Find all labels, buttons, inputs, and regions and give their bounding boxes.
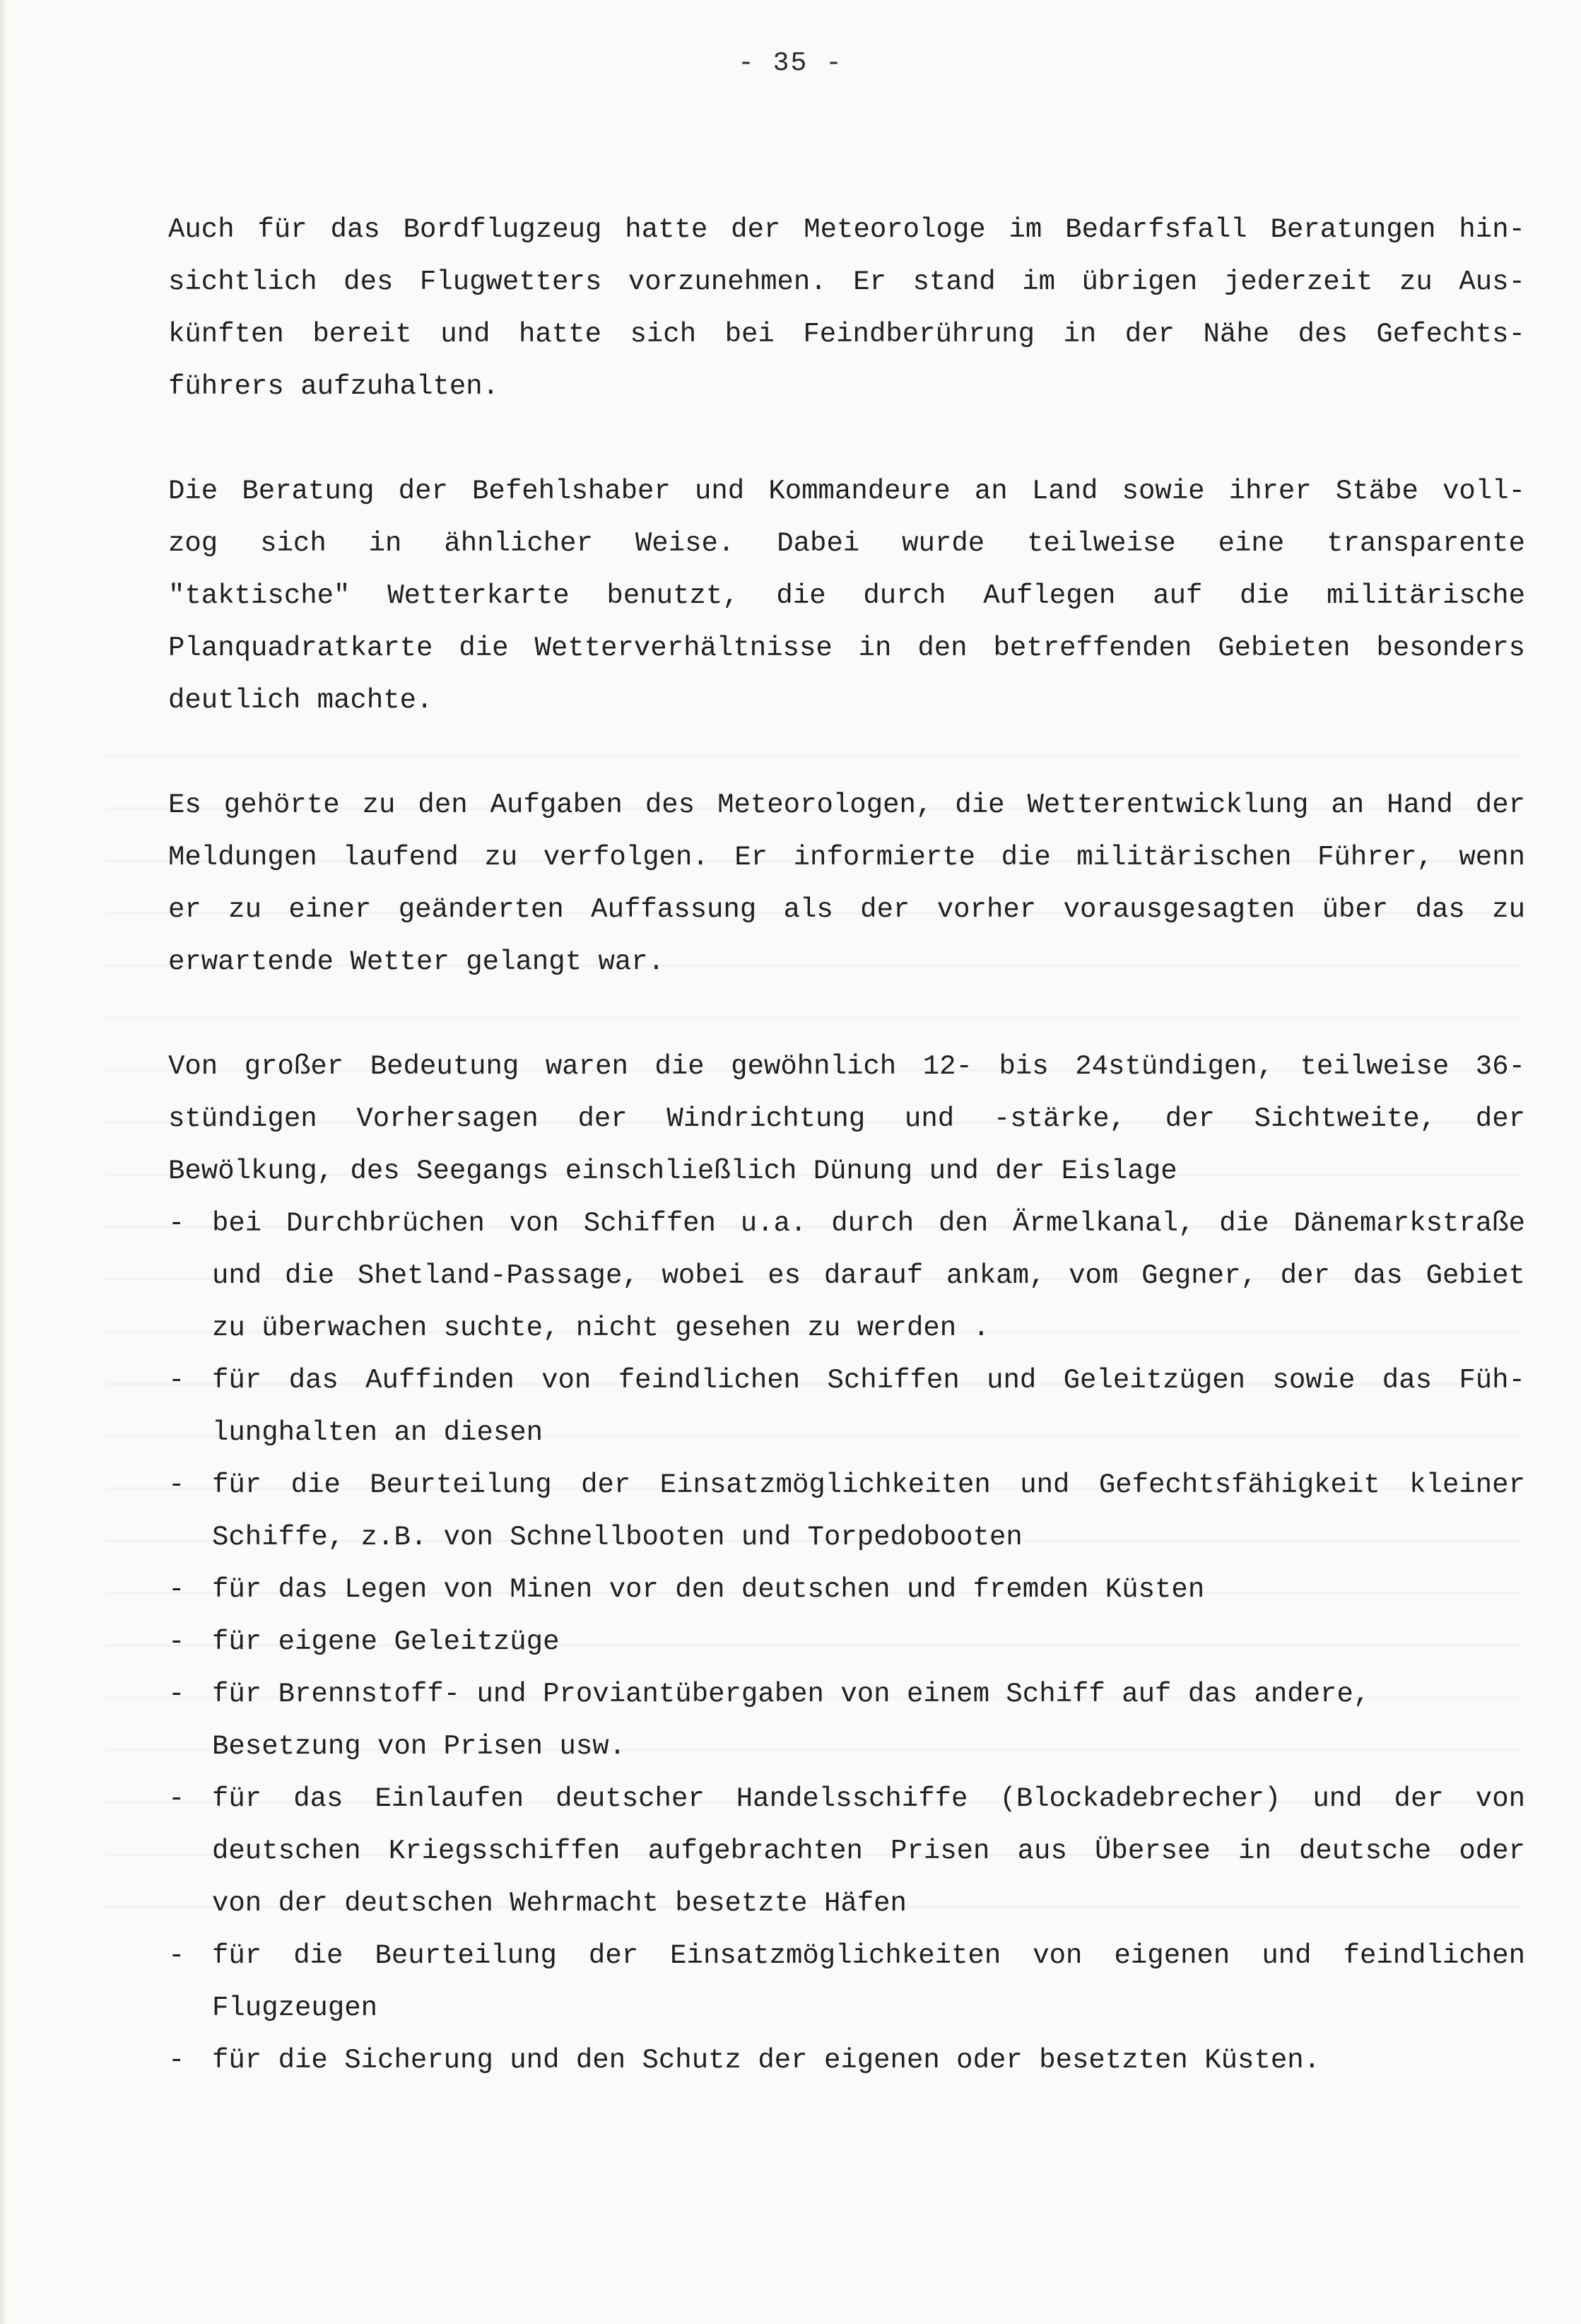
list-item	[168, 1773, 1525, 1930]
list-item-line: Schiffe, z.B. von Schnellbooten und Torpedobooten	[212, 1522, 1023, 1553]
list-item-text: für eigene Geleitzüge	[212, 1626, 560, 1657]
text-line: führers aufzuhalten.	[168, 371, 500, 402]
list-item	[168, 1459, 1525, 1563]
text-line: "taktische" Wetterkarte benutzt, die durch Auflegen auf die militärische	[168, 580, 1525, 611]
text-line: Meldungen laufend zu verfolgen. Er informierte die militärischen Führer, wenn	[168, 842, 1525, 873]
list-item-text: für das Einlaufen deutscher Handelsschiffe (Blockadebrecher) und der von	[212, 1783, 1525, 1814]
text-line: er zu einer geänderten Auffassung als der vorher vorausgesagten über das zu	[168, 894, 1525, 925]
list-item-line: lunghalten an diesen	[212, 1417, 543, 1448]
list-dash: -	[168, 1469, 185, 1501]
list-dash: -	[168, 1208, 185, 1239]
list-dash: -	[168, 1940, 185, 1971]
paragraph-gap	[168, 413, 1525, 465]
list-dash: -	[168, 1783, 185, 1814]
list-item-text: für Brennstoff- und Proviantübergaben von einem Schiff auf das andere,	[212, 1679, 1370, 1710]
page-number: - 35 -	[738, 48, 843, 78]
paragraph-4	[168, 1040, 1525, 1197]
list-item-text: für das Auffinden von feindlichen Schiffen und Geleitzügen sowie das Füh-	[212, 1365, 1525, 1396]
list-dash: -	[168, 1679, 185, 1710]
list-item-line	[168, 1563, 1525, 1616]
text-line: Die Beratung der Befehlshaber und Kommandeure an Land sowie ihrer Stäbe voll-	[168, 476, 1525, 507]
list-item	[168, 2034, 1525, 2087]
paragraph-3	[168, 779, 1525, 988]
list-item	[168, 1563, 1525, 1616]
list-item	[168, 1616, 1525, 1668]
list-item-line: Besetzung von Prisen usw.	[212, 1731, 626, 1762]
text-line: erwartende Wetter gelangt war.	[168, 946, 665, 978]
list-item-text: für die Beurteilung der Einsatzmöglichkeiten und Gefechtsfähigkeit kleiner	[212, 1469, 1525, 1501]
list-item-line	[168, 1668, 1525, 1720]
bullet-list	[168, 1197, 1525, 2087]
text-line: stündigen Vorhersagen der Windrichtung und -stärke, der Sichtweite, der	[168, 1103, 1525, 1134]
list-item	[168, 1354, 1525, 1459]
list-item-line: zu überwachen suchte, nicht gesehen zu werden .	[212, 1313, 989, 1344]
paragraph-gap	[168, 727, 1525, 779]
text-line: künften bereit und hatte sich bei Feindberührung in der Nähe des Gefechts-	[168, 319, 1525, 350]
list-item-text: für das Legen von Minen vor den deutschen und fremden Küsten	[212, 1574, 1205, 1605]
list-item-line: deutschen Kriegsschiffen aufgebrachten Prisen aus Übersee in deutsche oder	[212, 1836, 1525, 1867]
list-item-line	[168, 1197, 1525, 1250]
text-line: deutlich machte.	[168, 685, 433, 716]
list-item-line	[168, 1459, 1525, 1511]
list-item-line	[168, 1354, 1525, 1407]
body-text	[168, 204, 1525, 2087]
list-dash: -	[168, 1626, 185, 1657]
text-line: Bewölkung, des Seegangs einschließlich Dünung und der Eislage	[168, 1156, 1177, 1187]
list-dash: -	[168, 1365, 185, 1396]
list-item-line	[168, 1930, 1525, 1982]
list-item	[168, 1668, 1525, 1773]
list-item-text: für die Sicherung und den Schutz der eigenen oder besetzten Küsten.	[212, 2045, 1321, 2076]
paragraph-1	[168, 204, 1525, 413]
text-line: zog sich in ähnlicher Weise. Dabei wurde teilweise eine transparente	[168, 528, 1525, 559]
list-item-line: Flugzeugen	[212, 1993, 378, 2024]
page-edge-shadow	[0, 0, 7, 2324]
text-line: Planquadratkarte die Wetterverhältnisse in den betreffenden Gebieten besonders	[168, 633, 1525, 664]
list-dash: -	[168, 2045, 185, 2076]
text-line: Auch für das Bordflugzeug hatte der Meteorologe im Bedarfsfall Beratungen hin-	[168, 214, 1525, 245]
list-item-line	[168, 2034, 1525, 2087]
list-item-text: bei Durchbrüchen von Schiffen u.a. durch den Ärmelkanal, die Dänemarkstraße	[212, 1208, 1525, 1239]
list-item-line	[168, 1773, 1525, 1825]
list-item-text: für die Beurteilung der Einsatzmöglichkeiten von eigenen und feindlichen	[212, 1940, 1525, 1971]
paragraph-gap	[168, 988, 1525, 1040]
list-dash: -	[168, 1574, 185, 1605]
list-item-line	[168, 1616, 1525, 1668]
paragraph-2	[168, 465, 1525, 727]
text-line: Es gehörte zu den Aufgaben des Meteorologen, die Wetterentwicklung an Hand der	[168, 790, 1525, 821]
list-item-line: und die Shetland-Passage, wobei es darauf ankam, vom Gegner, der das Gebiet	[212, 1260, 1525, 1291]
list-item-line: von der deutschen Wehrmacht besetzte Häfen	[212, 1888, 907, 1919]
list-item	[168, 1930, 1525, 2034]
text-line: Von großer Bedeutung waren die gewöhnlich 12- bis 24stündigen, teilweise 36-	[168, 1051, 1525, 1082]
list-item	[168, 1197, 1525, 1354]
text-line: sichtlich des Flugwetters vorzunehmen. Er stand im übrigen jederzeit zu Aus-	[168, 266, 1525, 298]
